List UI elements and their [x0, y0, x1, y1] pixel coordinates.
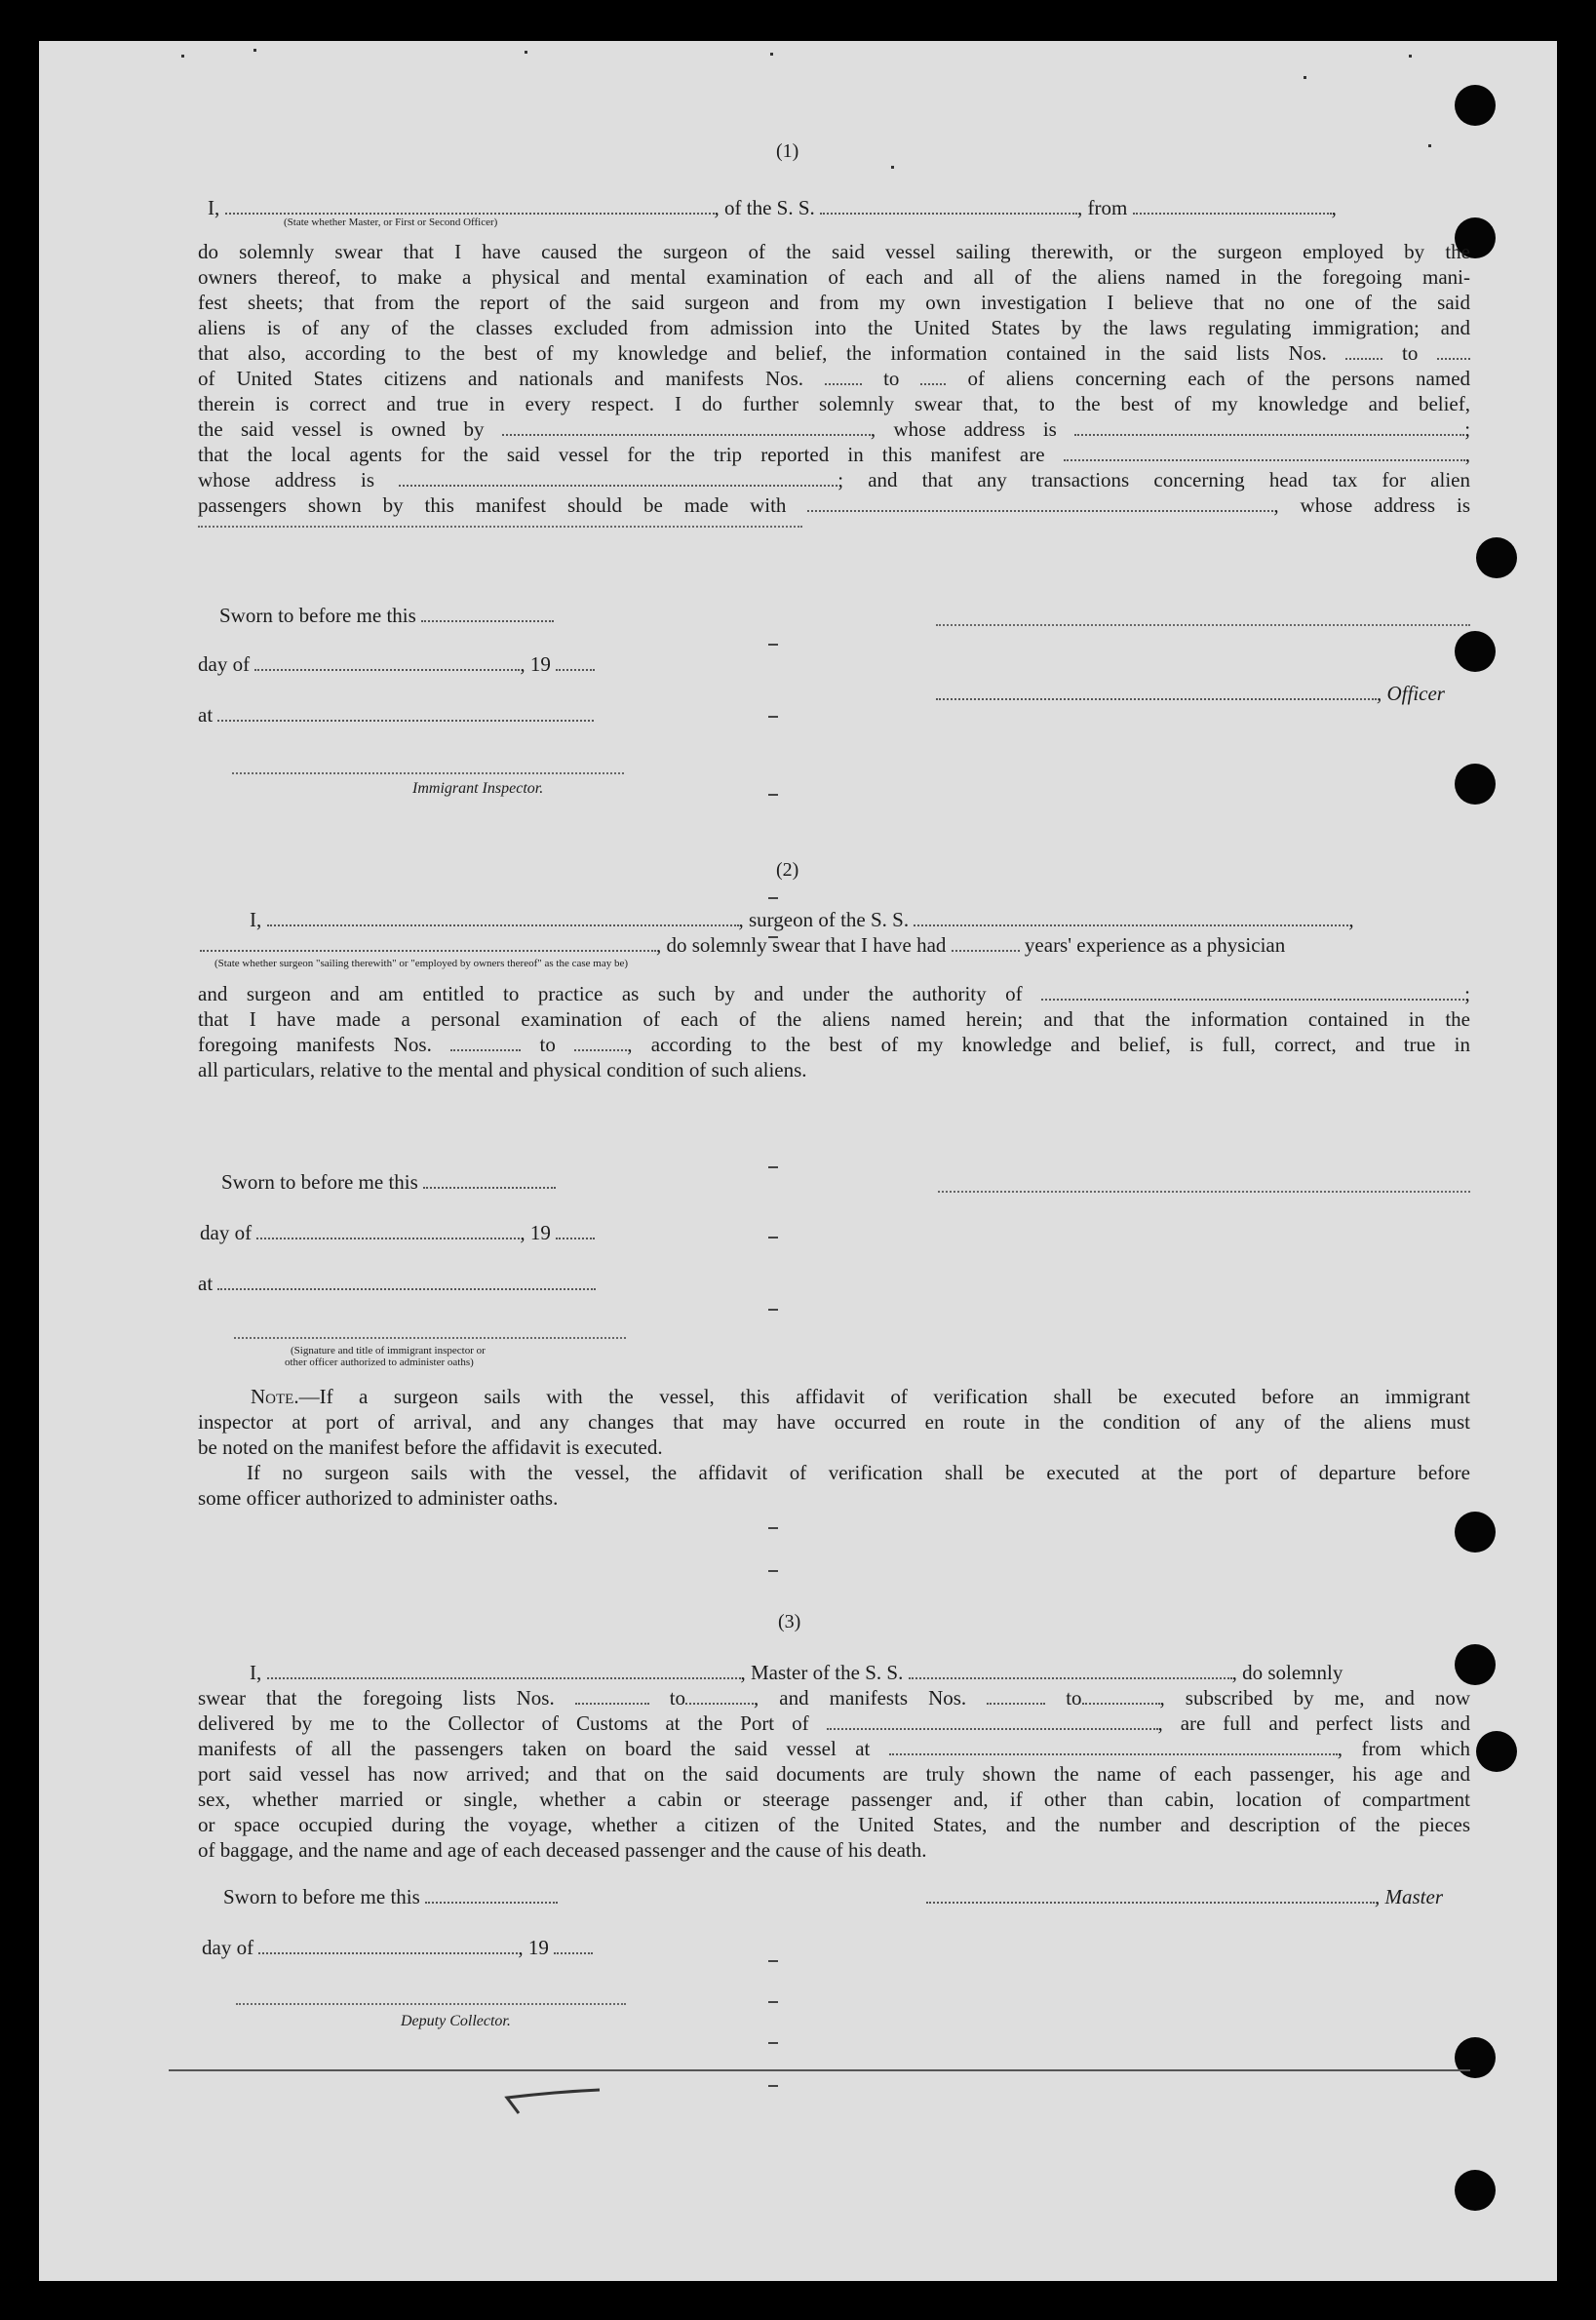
oath-line: I, , of the S. S. , from ,: [208, 196, 1337, 219]
punch-hole: [1455, 1512, 1496, 1553]
at-line: at: [198, 702, 594, 727]
punch-hole: [1476, 537, 1517, 578]
oath-text: manifests of all the passengers taken on board the said vessel at , from which: [198, 1737, 1471, 1760]
oath-text: swear that the foregoing lists Nos. to , and manifests Nos. to , subscribed by me, and now: [198, 1686, 1470, 1710]
section-number: (2): [776, 859, 799, 881]
field-hint: other officer authorized to administer oaths): [285, 1357, 474, 1368]
sworn-line: Sworn to before me this: [221, 1169, 556, 1195]
oath-text: sex, whether married or single, whether a cabin or steerage passenger and, if other than cabin, location of compartment: [198, 1788, 1470, 1811]
oath-line: I, , surgeon of the S. S. ,: [250, 908, 1354, 931]
oath-text: passengers shown by this manifest should be made with , whose address is: [198, 493, 1471, 517]
oath-text: whose address is ; and that any transactions concerning head tax for alien: [198, 468, 1470, 492]
section-number: (1): [776, 140, 799, 162]
officer-signature-line: , Officer: [936, 681, 1445, 706]
punch-hole: [1455, 2037, 1496, 2078]
signer-title: Deputy Collector.: [401, 2013, 511, 2029]
oath-text: foregoing manifests Nos. to , according to the best of my knowledge and belief, is full, correct, and true in: [198, 1033, 1470, 1056]
field-hint: (State whether Master, or First or Second Officer): [284, 216, 498, 228]
note-text: inspector at port of arrival, and any changes that may have occurred en route in the condition of any of the aliens must: [198, 1410, 1470, 1434]
oath-text: that the local agents for the said vessel for the trip reported in this manifest are ,: [198, 443, 1471, 466]
oath-line: , do solemnly swear that I have had years' experience as a physician: [200, 932, 1285, 958]
day-of-line: day of , 19: [198, 651, 595, 677]
bottom-rule: [169, 2069, 1470, 2071]
note-text: be noted on the manifest before the affidavit is executed.: [198, 1435, 663, 1459]
at-line: at: [198, 1271, 596, 1296]
oath-text: or space occupied during the voyage, whether a citizen of the United States, and the number and description of the pieces: [198, 1813, 1470, 1836]
sworn-line: Sworn to before me this: [219, 603, 554, 628]
punch-hole: [1455, 85, 1496, 126]
punch-hole: [1476, 1731, 1517, 1772]
sworn-line: Sworn to before me this: [223, 1884, 558, 1909]
oath-line: I, , Master of the S. S. , do solemnly: [250, 1661, 1343, 1684]
punch-hole: [1455, 1644, 1496, 1685]
oath-text: port said vessel has now arrived; and that on the said documents are truly shown the name of each passenger, his age and: [198, 1762, 1470, 1786]
oath-text: owners thereof, to make a physical and mental examination of each and all of the aliens named in the foregoing mani-: [198, 265, 1470, 289]
punch-hole: [1455, 631, 1496, 672]
oath-text: of baggage, and the name and age of each deceased passenger and the cause of his death.: [198, 1838, 927, 1862]
day-of-line: day of , 19: [200, 1220, 595, 1245]
oath-text: aliens is of any of the classes excluded from admission into the United States by the laws regulating immigration; and: [198, 316, 1470, 339]
field-hint: (State whether surgeon "sailing therewith" or "employed by owners thereof" as the case may be): [214, 958, 629, 969]
signer-title: Immigrant Inspector.: [412, 780, 544, 797]
day-of-line: day of , 19: [202, 1935, 593, 1960]
form-page: [39, 41, 1557, 2281]
oath-text: of United States citizens and nationals and manifests Nos. to of aliens concerning each of the persons named: [198, 367, 1471, 390]
oath-text: and surgeon and am entitled to practice as such by and under the authority of ;: [198, 982, 1471, 1005]
punch-hole: [1455, 764, 1496, 805]
punch-hole: [1455, 2170, 1496, 2211]
oath-text: fest sheets; that from the report of the said surgeon and from my own investigation I believe that no one of the said: [198, 291, 1470, 314]
pen-mark: [497, 2084, 604, 2123]
master-signature-line: , Master: [926, 1884, 1443, 1909]
note-text: Note.—If a surgeon sails with the vessel, this affidavit of verification shall be executed before an immigrant: [251, 1385, 1470, 1408]
oath-text: the said vessel is owned by , whose address is ;: [198, 417, 1471, 441]
oath-text: delivered by me to the Collector of Customs at the Port of , are full and perfect lists and: [198, 1711, 1471, 1735]
field-hint: (Signature and title of immigrant inspector or: [291, 1345, 486, 1357]
oath-text: all particulars, relative to the mental and physical condition of such aliens.: [198, 1058, 807, 1081]
oath-text: do solemnly swear that I have caused the surgeon of the said vessel sailing therewith, or the surgeon employed by the: [198, 240, 1470, 263]
section-number: (3): [778, 1611, 801, 1632]
oath-text: therein is correct and true in every respect. I do further solemnly swear that, to the best of my knowledge and belief,: [198, 392, 1470, 415]
note-text: some officer authorized to administer oaths.: [198, 1486, 559, 1510]
oath-text: that I have made a personal examination of each of the aliens named herein; and that the information contained in the: [198, 1007, 1470, 1031]
note-text: If no surgeon sails with the vessel, the affidavit of verification shall be executed at the port of departure before: [247, 1461, 1470, 1484]
oath-text: that also, according to the best of my knowledge and belief, the information contained in the said lists Nos. to: [198, 340, 1470, 366]
